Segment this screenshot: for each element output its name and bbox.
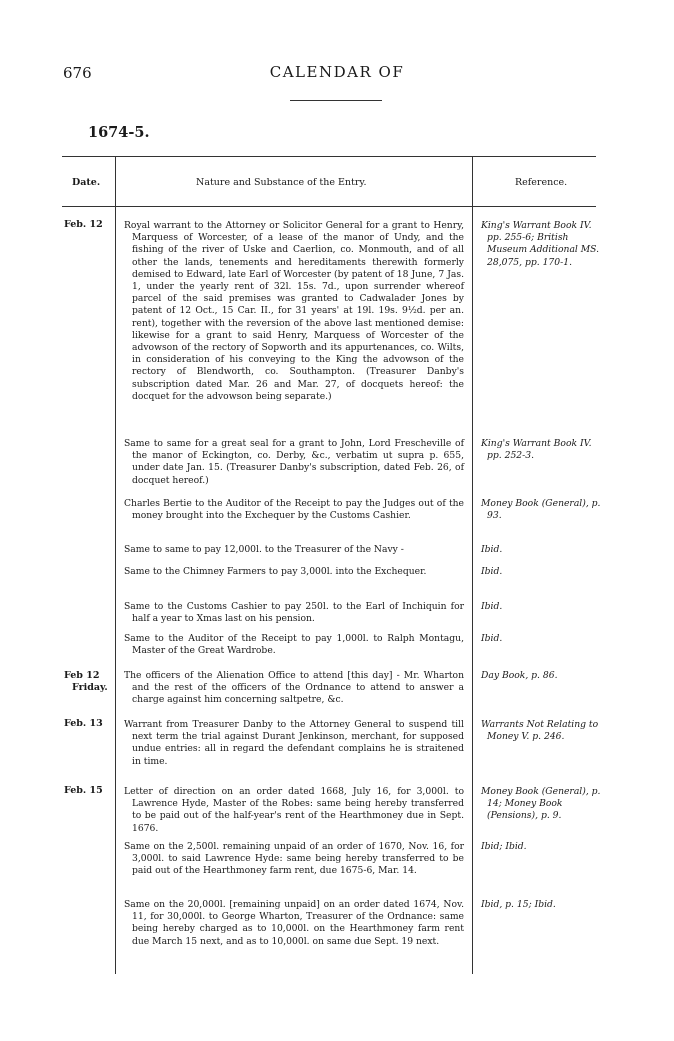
column-divider-date — [115, 156, 116, 974]
row-date: Feb. 15 — [64, 785, 103, 796]
row-date: Feb 12 — [64, 670, 100, 681]
row-reference — [481, 786, 603, 823]
reference-text: Ibid. — [481, 601, 503, 612]
row-reference — [481, 899, 603, 911]
table-top-rule — [62, 156, 596, 157]
row-entry: The officers of the Alienation Office to attend [this day] - Mr. Wharton and the rest of the officers of the Ordnance to attend to answer a charge against him concerning saltpetre, &c. — [124, 670, 464, 706]
title-rule — [290, 100, 382, 101]
row-reference — [481, 438, 603, 462]
row-entry: Same to same to pay 12,000l. to the Treasurer of the Navy - — [124, 544, 404, 555]
row-entry: Same on the 2,500l. remaining unpaid of an order of 1670, Nov. 16, for 3,000l. to said Lawrence Hyde: same being hereby transferred to be paid out of the Hearthmoney farm rent, due 1675-6, Mar. 14. — [124, 841, 464, 877]
reference-text: Ibid, p. 15; Ibid. — [481, 899, 556, 910]
row-reference — [481, 719, 603, 743]
reference-text: King's Warrant Book IV. pp. 255-6; British Museum Additional MS. 28,075, pp. 170-1. — [481, 220, 600, 268]
row-entry: Charles Bertie to the Auditor of the Receipt to pay the Judges out of the money brought into the Exchequer by the Customs Cashier. — [124, 498, 464, 522]
row-entry: Warrant from Treasurer Danby to the Attorney General to suspend till next term the trial against Durant Jenkinson, merchant, for supposed undue entries: all in regard the defendant complains he is straitened in time. — [124, 719, 464, 767]
row-entry: Royal warrant to the Attorney or Solicitor General for a grant to Henry, Marquess of Worcester, of a lease of the manor of Undy, and the fishing of the river of Uske and Caerlion, co. Monmouth, and of all other the lands, tenements and hereditaments therewith formerly demised to Edward, late Earl of Worcester (by patent of 18 June, 7 Jas. 1, under the yearly rent of 32l. 15s. 7d., upon surrender whereof parcel of the said premises was granted to Cadwalader Jones by patent of 12 Oct., 15 Car. II., for 31 years' at 19l. 19s. 9½d. per an. rent), together with the reversion of the above last mentioned demise: likewise for a grant to said Henry, Marquess of Worcester of the advowson of the rectory of Sopworth and its appurtenances, co. Wilts, in consideration of his conveying to the King the advowson of the rectory of Blendworth, co. Southampton. (Treasurer Danby's subscription dated Mar. 26 and Mar. 27, of docquets hereof: the docquet for the advowson being separate.) — [124, 220, 464, 402]
reference-text: Day Book, p. 86. — [481, 670, 558, 681]
row-reference — [481, 841, 603, 853]
row-date-weekday: Friday. — [72, 682, 108, 693]
page-number: 676 — [63, 64, 92, 82]
row-entry: Same on the 20,000l. [remaining unpaid] on an order dated 1674, Nov. 11, for 30,000l. to George Wharton, Treasurer of the Ordnance: same being hereby charged as to 10,000l. on the Hearthmoney farm rent due March 15 next, and as to 10,000l. on same due Sept. 19 next. — [124, 899, 464, 947]
reference-text: Ibid; Ibid. — [481, 841, 527, 852]
row-reference — [481, 544, 603, 556]
reference-text: Money Book (General), p. 14; Money Book (Pensions), p. 9. — [481, 786, 601, 822]
column-divider-reference — [472, 156, 473, 974]
row-entry: Same to the Auditor of the Receipt to pay 1,000l. to Ralph Montagu, Master of the Great Wardrobe. — [124, 633, 464, 657]
reference-text: Ibid. — [481, 566, 503, 577]
row-date: Feb. 12 — [64, 219, 103, 230]
row-entry: Letter of direction on an order dated 1668, July 16, for 3,000l. to Lawrence Hyde, Master of the Robes: same being hereby transferred to be paid out of the half-year's rent of the Hearthmoney due in Sept. 1676. — [124, 786, 464, 834]
row-reference — [481, 601, 603, 613]
row-reference — [481, 670, 603, 682]
reference-text: Warrants Not Relating to Money V. p. 246. — [481, 719, 599, 743]
reference-text: Ibid. — [481, 633, 503, 644]
row-entry: Same to same for a great seal for a grant to John, Lord Frescheville of the manor of Eckington, co. Derby, &c., verbatim ut supra p. 655, under date Jan. 15. (Treasurer Danby's subscription, dated Feb. 26, of docquet hereof.) — [124, 438, 464, 486]
row-entry: Same to the Chimney Farmers to pay 3,000l. into the Exchequer. — [124, 566, 427, 577]
row-date: Feb. 13 — [64, 718, 103, 729]
row-reference — [481, 220, 603, 269]
header-reference: Reference. — [515, 177, 568, 188]
row-reference — [481, 498, 603, 522]
year-heading: 1674-5. — [88, 124, 150, 141]
header-date: Date. — [72, 177, 101, 188]
reference-text: Ibid. — [481, 544, 503, 555]
row-reference — [481, 566, 603, 578]
reference-text: King's Warrant Book IV. pp. 252-3. — [481, 438, 592, 462]
header-bottom-rule — [62, 206, 596, 207]
reference-text: Money Book (General), p. 93. — [481, 498, 601, 522]
row-entry: Same to the Customs Cashier to pay 250l. to the Earl of Inchiquin for half a year to Xmas last on his pension. — [124, 601, 464, 625]
running-title: CALENDAR OF — [269, 63, 405, 81]
header-nature: Nature and Substance of the Entry. — [196, 177, 367, 188]
row-reference — [481, 633, 603, 645]
